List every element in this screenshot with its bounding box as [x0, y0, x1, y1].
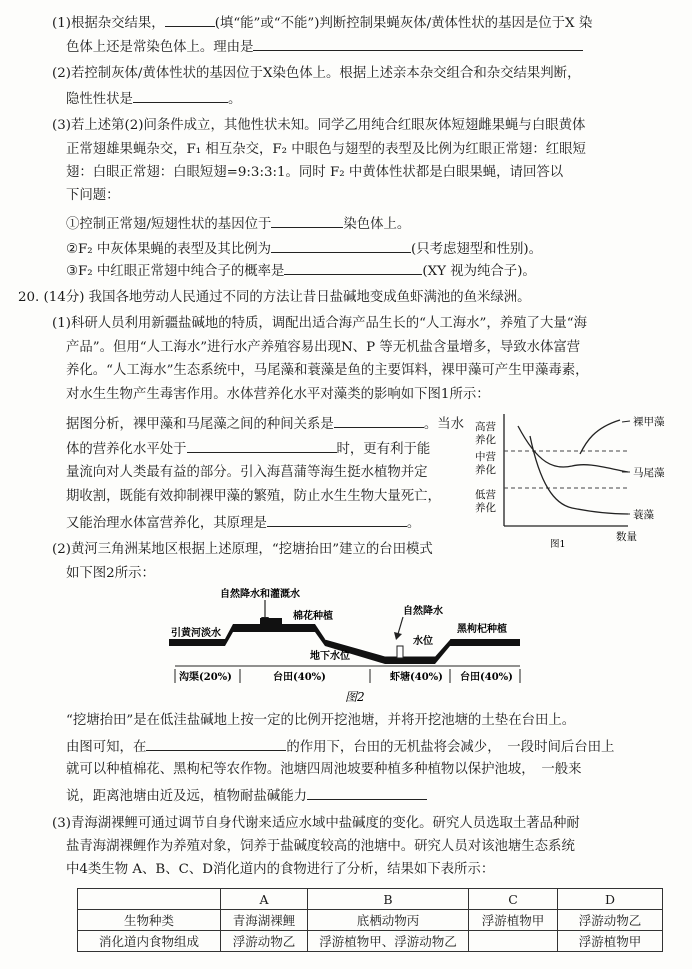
answer-blank[interactable] [271, 214, 343, 228]
y-label-high-2: 养化 [475, 434, 496, 446]
table-cell: 浮游动物乙 [221, 931, 308, 952]
q3-sub-2: ②F₂ 中灰体果蝇的表型及其比例为 (只考虑翅型和性别)。 [66, 239, 542, 259]
series-label-2: 马尾藻 [633, 467, 665, 479]
q20-1-line-6: 体的营养化水平处于 时，更有利于能 [66, 439, 430, 459]
y-label-high-1: 高营 [475, 421, 496, 433]
q3-sub-3: ③F₂ 中红眼正常翅中纯合子的概率是 (XY 视为纯合子)。 [66, 261, 536, 281]
figure-1-caption: 图1 [550, 539, 566, 550]
figure-2 [165, 584, 530, 706]
table-cell: 底栖动物丙 [308, 910, 469, 931]
food-table [77, 888, 663, 952]
arrow-head-2 [394, 632, 402, 640]
label-platform-left: 台田(40%) [273, 672, 326, 683]
table-cell: 浮游动物乙 [558, 910, 663, 931]
y-label-low-1: 低营 [475, 489, 496, 501]
y-label-mid-1: 中营 [475, 451, 496, 463]
q20-2-line-5: 就可以种植棉花、黑枸杞等农作物。池塘四周池坡要种植多种植物以保护池坡， 一般来 [66, 762, 582, 777]
answer-blank[interactable] [165, 13, 215, 27]
q1-line-1: (1)根据杂交结果， (填“能”或“不能”)判断控制果蝇灰体/黄体性状的基因是位于X 染 [52, 13, 592, 33]
q1-line-2: 色体上还是常染色体上。理由是 [66, 37, 583, 57]
q3-line-1: (3)若上述第(2)问条件成立，其他性状未知。同学乙用纯合红眼灰体短翅雌果蝇与白眼黄体 [52, 118, 586, 133]
q20-3-line-1: (3)青海湖裸鲤可通过调节自身代谢来适应水域中盐碱度的变化。研究人员选取土著品种耐 [52, 816, 580, 831]
curve-luojiazao [580, 420, 620, 454]
q2-line-2: 隐性性状是 。 [66, 89, 241, 109]
table-header-cell: D [558, 889, 663, 910]
q20-3-line-3: 中4类生物 A、B、C、D消化道内的食物进行了分析，结果如下表所示： [66, 862, 495, 877]
answer-blank[interactable] [267, 513, 407, 527]
q20-2-line-4: 由图可知，在 的作用下，台田的无机盐将会减少， 一段时间后台田上 [66, 737, 614, 757]
q20-2-line-1: (2)黄河三角洲某地区根据上述原理，“挖塘抬田”建立的台田模式 [52, 542, 433, 557]
table-header-cell: B [308, 889, 469, 910]
table-header-cell: A [221, 889, 308, 910]
q3-line-3: 翅：白眼正常翅：白眼短翅=9:3:3:1。同时 F₂ 中黄体性状都是白眼果蝇，请回答以 [66, 165, 564, 180]
q20-1-line-4: 对水生生物产生毒害作用。水体营养化水平对藻类的影响如下图1所示： [66, 387, 490, 402]
arrow-rain [398, 617, 403, 634]
table-header-cell [78, 889, 221, 910]
table-cell: 生物种类 [78, 910, 221, 931]
q20-1-line-9: 又能治理水体富营养化，其原理是 。 [66, 513, 420, 533]
label-ditch: 沟渠(20%) [179, 672, 232, 683]
curve-maweizao [518, 426, 628, 472]
curve-suozao [530, 436, 628, 514]
answer-blank[interactable] [133, 89, 228, 103]
label-rain-irrigation: 自然降水和灌溉水 [220, 589, 300, 600]
q3-sub-1: ①控制正常翅/短翅性状的基因位于 染色体上。 [66, 214, 410, 234]
q20-2-line-2: 如下图2所示： [66, 566, 155, 581]
table-cell: 浮游植物甲 [558, 931, 663, 952]
label-groundwater: 地下水位 [310, 651, 350, 662]
q20-1-line-7: 量流向对人类最有益的部分。引入海菖蒲等海生挺水植物并定 [66, 465, 428, 480]
table-cell: 浮游植物甲 [469, 910, 558, 931]
q20-1-line-2: 产品”。但用“人工海水”进行水产养殖容易出现N、P 等无机盐含量增多，导致水体富营 [66, 340, 581, 355]
answer-blank[interactable] [307, 786, 427, 800]
answer-blank[interactable] [271, 239, 411, 253]
q3-line-4: 下问题： [66, 188, 120, 203]
leader-1 [622, 421, 630, 422]
q20-1-line-8: 期收割，既能有效抑制裸甲藻的繁殖，防止水生生物大量死亡， [66, 489, 441, 504]
table-row [78, 931, 663, 952]
answer-blank[interactable] [187, 439, 337, 453]
q20-2-line-3: “挖塘抬田”是在低洼盐碱地上按一定的比例开挖池塘，并将开挖池塘的土垫在台田上。 [66, 713, 576, 728]
label-yellow-river: 引黄河淡水 [171, 628, 221, 639]
answer-blank[interactable] [146, 737, 286, 751]
label-water-level: 水位 [413, 636, 433, 647]
q3-line-2: 正常翅雄果蝇杂交，F₁ 相互杂交，F₂ 中眼色与翅型的表型及比例为红眼正常翅：红眼短 [66, 142, 586, 157]
figure-2-caption: 图2 [345, 690, 365, 704]
answer-blank[interactable] [334, 414, 424, 428]
q20-2-line-6: 说，距离池塘由近及远，植物耐盐碱能力 [66, 786, 427, 806]
label-cotton: 棉花种植 [293, 611, 333, 622]
table-header-cell: C [469, 889, 558, 910]
q2-line-1: (2)若控制灰体/黄体性状的基因位于X染色体上。根据上述亲本杂交组合和杂交结果判断， [52, 66, 581, 81]
q20-1-line-5: 据图分析，裸甲藻和马尾藻之间的种间关系是 。当水 [66, 414, 464, 434]
table-cell: 消化道内食物组成 [78, 931, 221, 952]
water-marker [397, 646, 403, 658]
label-platform-right: 台田(40%) [460, 672, 513, 683]
answer-blank[interactable] [253, 37, 583, 51]
y-label-low-2: 养化 [475, 502, 496, 514]
table-row [78, 889, 663, 910]
answer-blank[interactable] [284, 261, 422, 275]
label-goji: 黑枸杞种植 [457, 624, 507, 635]
q20-1-line-1: (1)科研人员利用新疆盐碱地的特质，调配出适合海产品生长的“人工海水”，养殖了大量“海 [52, 316, 587, 331]
q20-3-line-2: 盐青海湖裸鲤作为养殖对象，饲养于盐碱度较高的池塘中。研究人员对该池塘生态系统 [66, 839, 575, 854]
q20-1-line-3: 养化。“人工海水”生态系统中，马尾藻和蓑藻是鱼的主要饵料，裸甲藻可产生甲藻毒素， [66, 363, 589, 378]
table-row [78, 910, 663, 931]
q20-title: 20. (14分) 我国各地劳动人民通过不同的方法让昔日盐碱地变成鱼虾满池的鱼米绿洲。 [18, 290, 531, 305]
label-rain: 自然降水 [403, 606, 443, 617]
field-block [260, 618, 282, 626]
label-shrimp: 虾塘(40%) [390, 672, 443, 683]
figure-1 [468, 406, 690, 550]
table-cell [469, 931, 558, 952]
x-axis-label: 数量 [616, 531, 637, 543]
series-label-1: 裸甲藻 [633, 416, 665, 428]
series-label-3: 蓑藻 [633, 509, 654, 521]
table-cell: 浮游植物甲、浮游动物乙 [308, 931, 469, 952]
y-label-mid-2: 养化 [475, 464, 496, 476]
table-cell: 青海湖裸鲤 [221, 910, 308, 931]
